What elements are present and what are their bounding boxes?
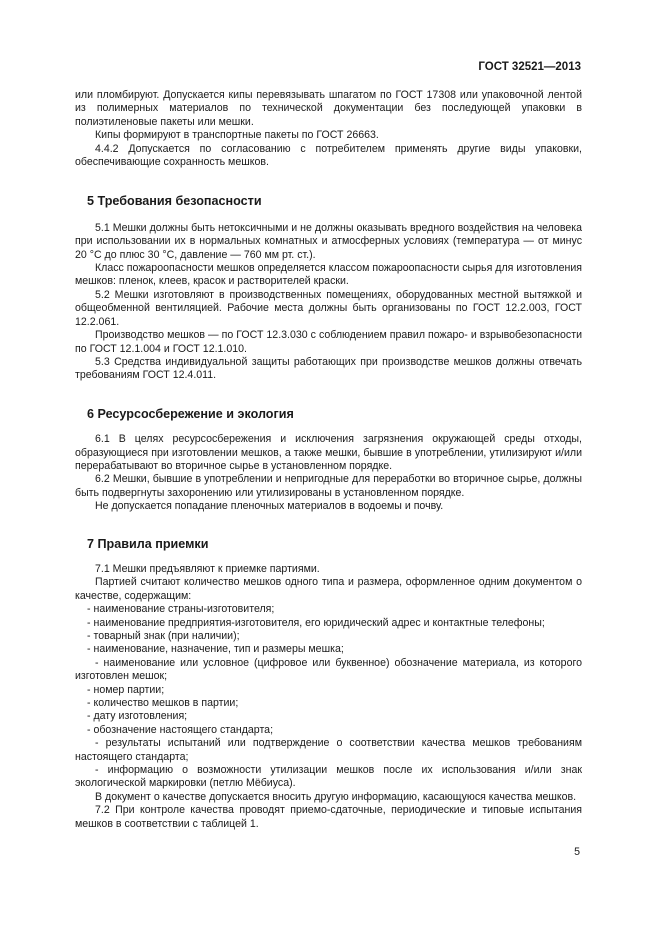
list-item: - дату изготовления; [87, 710, 188, 723]
paragraph: 6.1 В целях ресурсосбережения и исключения загрязнения окружающей среды отходы, образующиеся при изготовлении мешков, а также мешки, бывшие в употреблении, утилизируют и/или перерабатывают во вторичное сырье в установленном порядке. [75, 433, 582, 472]
paragraph: 5.1 Мешки должны быть нетоксичными и не должны оказывать вредного воздействия на человека при использовании их в нормальных комнатных и атмосферных условиях (температура — от минус 20 °С до плюс 30 °С, давление — 760 мм рт. ст.). [75, 221, 582, 261]
section-5-title: 5 Требования безопасности [87, 194, 262, 209]
list-item: - количество мешков в партии; [87, 697, 239, 710]
paragraph: Производство мешков — по ГОСТ 12.3.030 с соблюдением правил пожаро- и взрывобезопасности по ГОСТ 12.1.004 и ГОСТ 12.1.010. [75, 329, 582, 355]
paragraph: Партией считают количество мешков одного типа и размера, оформленное одним документом о качестве, содержащим: [75, 576, 582, 602]
list-item: - наименование предприятия-изготовителя, его юридический адрес и контактные телефоны; [87, 616, 545, 629]
list-item: - наименование или условное (цифровое или буквенное) обозначение материала, из которого изготовлен мешок; [75, 656, 582, 683]
paragraph: В документ о качестве допускается вносить другую информацию, касающуюся качества мешков. [95, 790, 577, 803]
list-item: - результаты испытаний или подтверждение о соответствии качества мешков требованиям настоящего стандарта; [75, 737, 582, 763]
page-number: 5 [574, 846, 580, 858]
document-code: ГОСТ 32521—2013 [478, 61, 581, 73]
list-item: - наименование страны-изготовителя; [87, 603, 275, 616]
paragraph: Класс пожароопасности мешков определяется классом пожароопасности сырья для изготовления мешков: пленок, клеев, красок и растворителей краски. [75, 262, 582, 288]
list-item: - информацию о возможности утилизации мешков после их использования и/или знак экологической маркировки (петлю Мёбиуса). [75, 764, 582, 790]
list-item: - обозначение настоящего стандарта; [87, 723, 274, 736]
paragraph: 7.1 Мешки предъявляют к приемке партиями. [95, 562, 320, 575]
paragraph: Не допускается попадание пленочных материалов в водоемы и почву. [95, 500, 444, 513]
section-7-title: 7 Правила приемки [87, 536, 209, 551]
list-item: - товарный знак (при наличии); [87, 630, 240, 642]
section-6-title: 6 Ресурсосбережение и экология [87, 406, 294, 421]
list-item: - номер партии; [87, 683, 165, 696]
page-content [75, 89, 582, 831]
paragraph: или пломбируют. Допускается кипы перевязывать шпагатом по ГОСТ 17308 или упаковочной лентой из полимерных материалов по технической документации без последующей упаковки в полиэтиленовые пакеты или мешки. [75, 89, 582, 128]
paragraph: 5.3 Средства индивидуальной защиты работающих при производстве мешков должны отвечать требованиям ГОСТ 12.4.011. [75, 355, 582, 382]
paragraph: 5.2 Мешки изготовляют в производственных помещениях, оборудованных местной вытяжкой и общеобменной вентиляцией. Рабочие места должны быть организованы по ГОСТ 12.2.003, ГОСТ 12.2.061. [75, 288, 582, 328]
paragraph: 4.4.2 Допускается по согласованию с потребителем применять другие виды упаковки, обеспечивающие сохранность мешков. [75, 142, 582, 169]
paragraph: 7.2 При контроле качества проводят приемо-сдаточные, периодические и типовые испытания мешков в соответствии с таблицей 1. [75, 804, 582, 830]
paragraph: 6.2 Мешки, бывшие в употреблении и непригодные для переработки во вторичное сырье, должны быть подвергнуты захоронению или утилизированы в установленном порядке. [75, 473, 582, 499]
paragraph: Кипы формируют в транспортные пакеты по ГОСТ 26663. [95, 129, 379, 142]
list-item: - наименование, назначение, тип и размеры мешка; [87, 643, 344, 656]
